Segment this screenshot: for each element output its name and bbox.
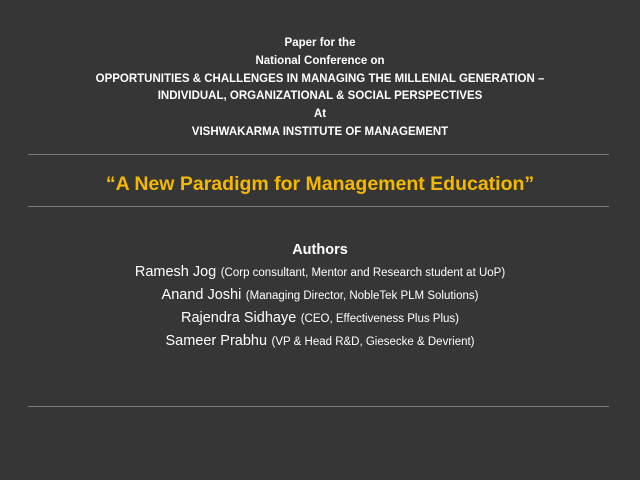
header-line-conference: National Conference on [255, 54, 385, 67]
author-name: Anand Joshi [161, 287, 242, 303]
author-entry [0, 307, 640, 330]
divider-middle [28, 206, 609, 207]
author-affiliation: (Managing Director, NobleTek PLM Solutions) [245, 290, 479, 302]
author-name: Ramesh Jog [134, 264, 217, 280]
header-line-paper-for: Paper for the [284, 37, 356, 49]
conference-header [0, 35, 640, 142]
author-affiliation: (VP & Head R&D, Giesecke & Devrient) [271, 336, 475, 348]
author-affiliation: (Corp consultant, Mentor and Research student at UoP) [220, 267, 506, 279]
divider-bottom [28, 406, 609, 407]
author-name: Rajendra Sidhaye [180, 310, 297, 326]
authors-section [0, 240, 640, 353]
author-affiliation: (CEO, Effectiveness Plus Plus) [300, 313, 460, 325]
author-entry [0, 284, 640, 307]
header-line-theme-1: OPPORTUNITIES & CHALLENGES IN MANAGING THE MILLENIAL GENERATION – [95, 72, 545, 85]
authors-heading: Authors [292, 242, 348, 258]
author-entry [0, 330, 640, 353]
header-line-institute: VISHWAKARMA INSTITUTE OF MANAGEMENT [191, 125, 449, 138]
divider-top [28, 154, 609, 155]
paper-title: “A New Paradigm for Management Education” [105, 173, 535, 195]
author-entry [0, 261, 640, 284]
author-name: Sameer Prabhu [165, 333, 268, 349]
header-line-at: At [313, 108, 327, 121]
header-line-theme-2: INDIVIDUAL, ORGANIZATIONAL & SOCIAL PERSPECTIVES [157, 90, 483, 103]
